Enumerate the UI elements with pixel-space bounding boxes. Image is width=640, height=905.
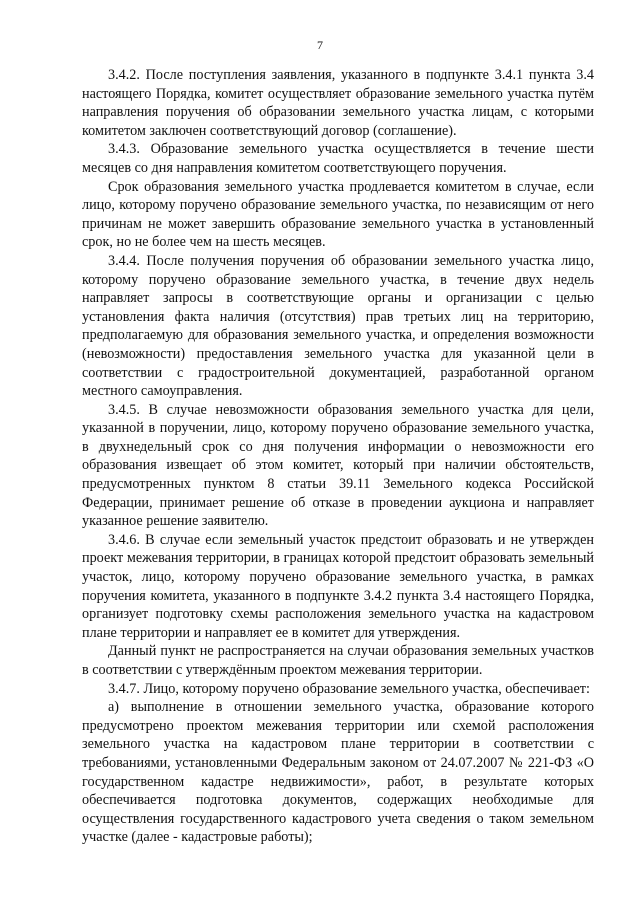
paragraph-3-4-6: 3.4.6. В случае если земельный участок предстоит образовать и не утвержден проект межевания территории, в границах которой предстоит образовать земельный участок, лицо, которому поручено образование земельного участка, в рамках поручения комитета, указанного в подпункте 3.4.2 пункта 3.4 настоящего Порядка, организует подготовку схемы расположения земельного участка на кадастровом плане территории и направляет ее в комитет для утверждения.: [82, 531, 594, 641]
paragraph-3-4-7: 3.4.7. Лицо, которому поручено образование земельного участка, обеспечивает:: [108, 680, 590, 697]
paragraph-3-4-5: 3.4.5. В случае невозможности образования земельного участка для цели, указанной в поручении, лицо, которому поручено образование земельного участка, в двухнедельный срок со дня получения информации о невозможности его образования извещает об этом комитет, который при наличии обстоятельств, предусмотренных пунктом 8 статьи 39.11 Земельного кодекса Российской Федерации, принимает решение об отказе в проведении аукциона и направляет указанное решение заявителю.: [82, 401, 594, 530]
document-body: [82, 66, 594, 847]
paragraph-3-4-4: 3.4.4. После получения поручения об образовании земельного участка лицо, которому поручено образование земельного участка, в течение двух недель направляет запросы в соответствующие органы и организации с целью установления факта наличия (отсутствия) прав третьих лиц на территорию, предполагаемую для образования земельного участка, и определения возможности (невозможности) предоставления земельного участка для указанной цели в соответствии с градостроительной документацией, разработанной органом местного самоуправления.: [82, 252, 594, 400]
paragraph-exception: Данный пункт не распространяется на случаи образования земельных участков в соответствии с утверждённым проектом межевания территории.: [82, 643, 594, 678]
paragraph-3-4-3: 3.4.3. Образование земельного участка осуществляется в течение шести месяцев со дня направления комитетом соответствующего поручения.: [82, 141, 594, 176]
page-number: 7: [317, 38, 323, 52]
paragraph-term-extension: Срок образования земельного участка продлевается комитетом в случае, если лицо, которому поручено образование земельного участка, по независящим от него причинам не может завершить образование земельного участка в установленный срок, но не более чем на шесть месяцев.: [82, 178, 594, 251]
paragraph-item-a: а) выполнение в отношении земельного участка, образование которого предусмотрено проектом межевания территории или схемой расположения земельного участка на кадастровом плане территории в соответствии с требованиями, установленными Федеральным законом от 24.07.2007 № 221-ФЗ «О государственном кадастре недвижимости», работ, в результате которых обеспечивается подготовка документов, содержащих необходимые для осуществления государственного кадастрового учета сведения о таком земельном участке (далее - кадастровые работы);: [82, 699, 594, 846]
paragraph-3-4-2: 3.4.2. После поступления заявления, указанного в подпункте 3.4.1 пункта 3.4 настоящего Порядка, комитет осуществляет образование земельного участка путём направления поручения об образовании земельного участка лицам, с которыми комитетом заключен соответствующий договор (соглашение).: [82, 67, 594, 139]
